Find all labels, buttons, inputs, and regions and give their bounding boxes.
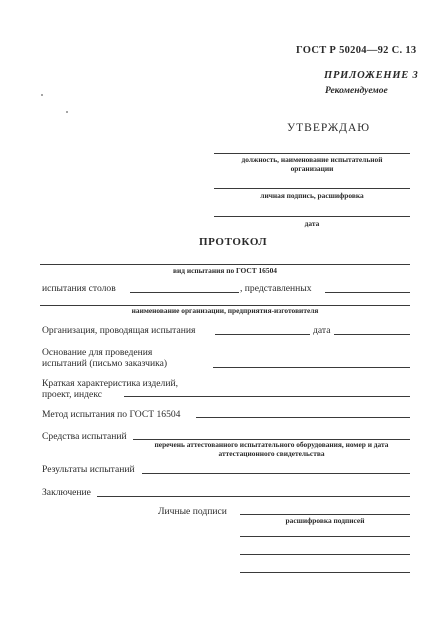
submitted-field-line <box>325 292 410 293</box>
position-caption-line2: организации <box>290 164 334 173</box>
test-type-line <box>40 264 410 265</box>
scan-speck <box>41 94 43 96</box>
organization-label: Организация, проводящая испытания <box>42 325 196 336</box>
results-field-line <box>142 473 410 474</box>
method-field-line <box>196 417 410 418</box>
signatures-line-1 <box>240 514 410 515</box>
org-caption: наименование организации, предприятия-изготовителя <box>131 306 319 315</box>
means-label: Средства испытаний <box>42 431 127 442</box>
recommended-label: Рекомендуемое <box>325 86 388 96</box>
test-type-caption: вид испытания по ГОСТ 16504 <box>173 266 277 275</box>
signatures-line-3 <box>240 554 410 555</box>
date-line <box>214 216 410 217</box>
equipment-caption <box>133 440 410 458</box>
characteristics-label-line2: проект, индекс <box>42 389 102 400</box>
conclusion-field-line <box>97 496 410 497</box>
submitted-label: , представленных <box>240 283 312 294</box>
conclusion-label: Заключение <box>42 487 91 498</box>
appendix-title: ПРИЛОЖЕНИЕ 3 <box>324 70 419 81</box>
signature-caption: личная подпись, расшифровка <box>260 191 364 200</box>
standard-reference: ГОСТ Р 50204—92 С. 13 <box>296 45 417 56</box>
method-label: Метод испытания по ГОСТ 16504 <box>42 409 181 420</box>
tests-label: испытания столов <box>42 283 116 294</box>
signature-line <box>214 188 410 189</box>
date-label: дата <box>313 325 331 336</box>
basis-field-line <box>213 367 410 368</box>
tests-field-line <box>130 292 239 293</box>
position-caption-line1: должность, наименование испытательной <box>241 155 383 164</box>
signatures-label: Личные подписи <box>158 506 227 517</box>
equipment-caption-line2: аттестационного свидетельства <box>218 449 325 458</box>
basis-label-line2: испытаний (письмо заказчика) <box>42 358 168 369</box>
organization-field-line <box>215 334 310 335</box>
approval-title: УТВЕРЖДАЮ <box>287 122 371 134</box>
equipment-caption-line1: перечень аттестованного испытательного оборудования, номер и дата <box>154 440 389 449</box>
signatures-line-4 <box>240 572 410 573</box>
protocol-title: ПРОТОКОЛ <box>199 236 268 248</box>
basis-label-line1: Основание для проведения <box>42 347 153 358</box>
scan-speck <box>66 111 68 113</box>
characteristics-field-line <box>124 396 410 397</box>
position-caption <box>214 155 410 173</box>
results-label: Результаты испытаний <box>42 464 135 475</box>
date-caption: дата <box>304 219 320 228</box>
signatures-line-2 <box>240 536 410 537</box>
signatures-caption: расшифровка подписей <box>285 516 365 525</box>
characteristics-label-line1: Краткая характеристика изделий, <box>42 378 178 389</box>
position-line <box>214 153 410 154</box>
date-field-line <box>334 334 410 335</box>
